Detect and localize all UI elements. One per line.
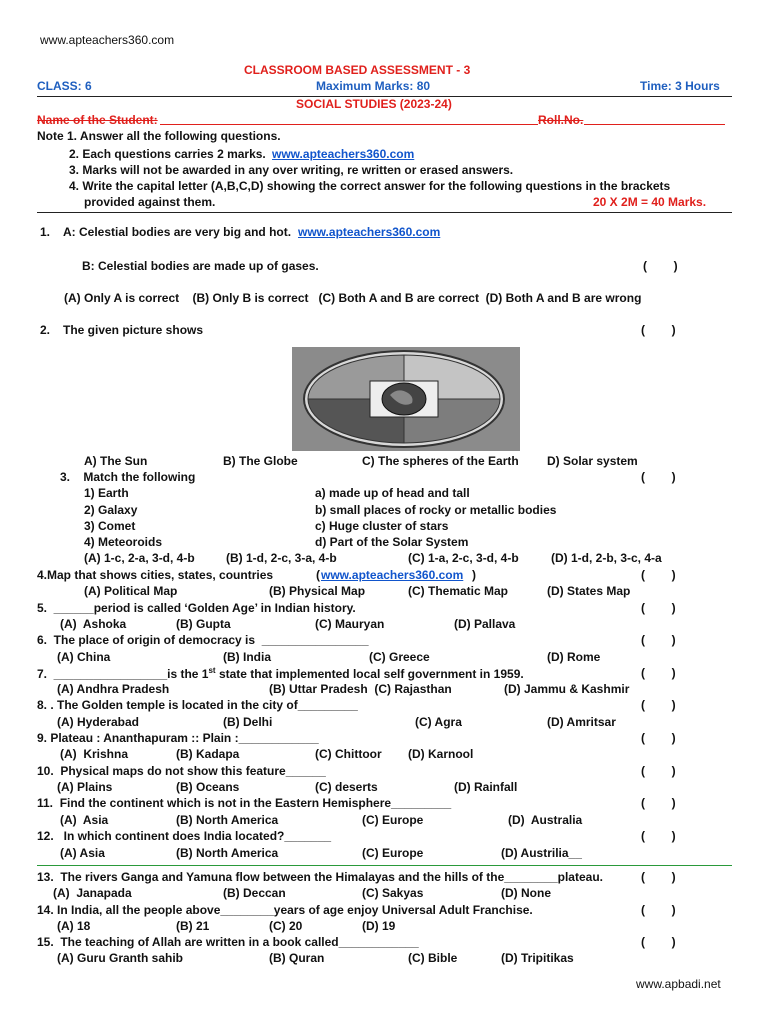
q7-question: 7. _________________is the 1st state that implemented local self government in 1959. [37,666,524,681]
q3-option-a: (A) 1-c, 2-a, 3-d, 4-b [84,551,195,565]
q7-option-a: (A) Andhra Pradesh [57,682,170,696]
note-1: Note 1. Answer all the following questions. [37,129,281,143]
q3-right-a: a) made up of head and tall [315,486,470,500]
roll-underline [584,124,725,125]
q11-option-c: (C) Europe [362,813,424,827]
q6-question: 6. The place of origin of democracy is ________________ [37,633,369,647]
q11-option-a: (A) Asia [60,813,109,827]
q12-option-d: (D) Austrilia__ [501,846,582,860]
q6-option-b: (B) India [223,650,271,664]
q15-question: 15. The teaching of Allah are written in a book called____________ [37,935,419,949]
q6-option-d: (D) Rome [547,650,601,664]
q2-answer-bracket[interactable]: ( ) [641,323,676,337]
q8-answer-bracket[interactable]: ( ) [641,698,676,712]
q2-option-b: B) The Globe [223,454,298,468]
q1-statement-a: A: Celestial bodies are very big and hot. [63,225,292,239]
q4-question: 4.Map that shows cities, states, countries [37,568,274,582]
q3-right-d: d) Part of the Solar System [315,535,469,549]
q3-right-b: b) small places of rocky or metallic bodies [315,503,557,517]
q8-question: 8. . The Golden temple is located in the city of_________ [37,698,358,712]
q12-answer-bracket[interactable]: ( ) [641,829,676,843]
name-underline [160,124,538,125]
q7-option-b-c: (B) Uttar Pradesh (C) Rajasthan [269,682,452,696]
q8-option-d: (D) Amritsar [547,715,616,729]
q9-option-a: (A) Krishna [60,747,129,761]
q3-option-d: (D) 1-d, 2-b, 3-c, 4-a [551,551,662,565]
q13-option-a: (A) Janapada [53,886,132,900]
q3-left-2: 2) Galaxy [84,503,138,517]
q4-option-b: (B) Physical Map [269,584,366,598]
q13-option-b: (B) Deccan [223,886,286,900]
roll-label: Roll.No. [538,113,584,127]
q11-option-d: (D) Australia [508,813,583,827]
q4-answer-bracket[interactable]: ( ) [641,568,676,582]
q2-question: The given picture shows [63,323,204,337]
q13-question: 13. The rivers Ganga and Yamuna flow between the Himalayas and the hills of the________plateau. [37,870,603,884]
q9-option-d: (D) Karnool [408,747,474,761]
q5-option-a: (A) Ashoka [60,617,127,631]
q15-option-d: (D) Tripitikas [501,951,574,965]
q1-statement-b: B: Celestial bodies are made up of gases. [82,259,319,273]
note-4-cont: provided against them. [84,195,216,209]
q12-option-b: (B) North America [176,846,279,860]
site-url[interactable]: www.apteachers360.com [40,33,175,47]
q3-answer-bracket[interactable]: ( ) [641,470,676,484]
q3-left-4: 4) Meteoroids [84,535,163,549]
q8-option-b: (B) Delhi [223,715,273,729]
q4-paren-close: ) [472,568,476,582]
q14-option-a: (A) 18 [57,919,91,933]
q15-option-c: (C) Bible [408,951,458,965]
q2-option-c: C) The spheres of the Earth [362,454,519,468]
q5-question: 5. ______period is called ‘Golden Age’ in Indian history. [37,601,356,615]
q4-link[interactable]: www.apteachers360.com [321,568,464,582]
q9-question: 9. Plateau : Ananthapuram :: Plain :____________ [37,731,319,745]
q1-number: 1. [40,225,51,239]
q15-option-a: (A) Guru Granth sahib [57,951,183,965]
q5-option-b: (B) Gupta [176,617,231,631]
q1-answer-bracket[interactable]: ( ) [643,259,678,273]
divider [37,212,732,213]
q14-option-b: (B) 21 [176,919,210,933]
green-divider [37,865,732,866]
q4-option-c: (C) Thematic Map [408,584,509,598]
q15-option-b: (B) Quran [269,951,325,965]
q13-option-d: (D) None [501,886,551,900]
max-marks: Maximum Marks: 80 [316,79,431,93]
note-2-link[interactable]: www.apteachers360.com [272,147,415,161]
q3-option-b: (B) 1-d, 2-c, 3-a, 4-b [226,551,337,565]
subject-title: SOCIAL STUDIES (2023-24) [296,97,452,111]
note-4: 4. Write the capital letter (A,B,C,D) showing the correct answer for the following questions in the brackets [69,179,671,193]
q3-left-1: 1) Earth [84,486,129,500]
q9-answer-bracket[interactable]: ( ) [641,731,676,745]
q14-answer-bracket[interactable]: ( ) [641,903,676,917]
q14-option-d: (D) 19 [362,919,396,933]
q10-question: 10. Physical maps do not show this feature______ [37,764,326,778]
q10-answer-bracket[interactable]: ( ) [641,764,676,778]
q11-option-b: (B) North America [176,813,279,827]
q9-option-b: (B) Kadapa [176,747,240,761]
q11-question: 11. Find the continent which is not in the Eastern Hemisphere_________ [37,796,452,810]
q7-option-d: (D) Jammu & Kashmir [504,682,630,696]
q2-option-d: D) Solar system [547,454,638,468]
q14-option-c: (C) 20 [269,919,303,933]
class-label: CLASS: 6 [37,79,92,93]
time-label: Time: 3 Hours [640,79,720,93]
q11-answer-bracket[interactable]: ( ) [641,796,676,810]
q1-link[interactable]: www.apteachers360.com [298,225,441,239]
footer-url[interactable]: www.apbadi.net [636,977,721,991]
q2-number: 2. [40,323,51,337]
q3-right-c: c) Huge cluster of stars [315,519,449,533]
q3-option-c: (C) 1-a, 2-c, 3-d, 4-b [408,551,519,565]
q3-left-3: 3) Comet [84,519,136,533]
q13-option-c: (C) Sakyas [362,886,424,900]
q12-option-c: (C) Europe [362,846,424,860]
q6-answer-bracket[interactable]: ( ) [641,633,676,647]
q4-option-a: (A) Political Map [84,584,178,598]
note-3: 3. Marks will not be awarded in any over writing, re written or erased answers. [69,163,514,177]
q10-option-d: (D) Rainfall [454,780,518,794]
earth-spheres-picture [292,347,520,451]
q5-answer-bracket[interactable]: ( ) [641,601,676,615]
note-2: 2. Each questions carries 2 marks. [69,147,266,161]
q14-question: 14. In India, all the people above________years of age enjoy Universal Adult Franchise. [37,903,533,917]
q12-option-a: (A) Asia [60,846,105,860]
assessment-title: CLASSROOM BASED ASSESSMENT - 3 [244,63,471,77]
q5-option-c: (C) Mauryan [315,617,385,631]
q13-answer-bracket[interactable]: ( ) [641,870,676,884]
q3-question: 3. Match the following [60,470,196,484]
q9-option-c: (C) Chittoor [315,747,382,761]
q4-paren-open: ( [316,568,320,582]
total-marks: 20 X 2M = 40 Marks. [593,195,707,209]
q6-option-c: (C) Greece [369,650,430,664]
q12-question: 12. In which continent does India located?_______ [37,829,332,843]
q10-option-a: (A) Plains [57,780,113,794]
q10-option-c: (C) deserts [315,780,378,794]
q7-answer-bracket[interactable]: ( ) [641,666,676,680]
student-name-label: Name of the Student: [37,113,158,127]
q4-option-d: (D) States Map [547,584,631,598]
q8-option-a: (A) Hyderabad [57,715,140,729]
q6-option-a: (A) China [57,650,111,664]
q10-option-b: (B) Oceans [176,780,240,794]
q8-option-c: (C) Agra [415,715,462,729]
q15-answer-bracket[interactable]: ( ) [641,935,676,949]
q1-options: (A) Only A is correct (B) Only B is correct (C) Both A and B are correct (D) Both A and B are wrong [64,291,642,305]
q2-option-a: A) The Sun [84,454,148,468]
q5-option-d: (D) Pallava [454,617,516,631]
